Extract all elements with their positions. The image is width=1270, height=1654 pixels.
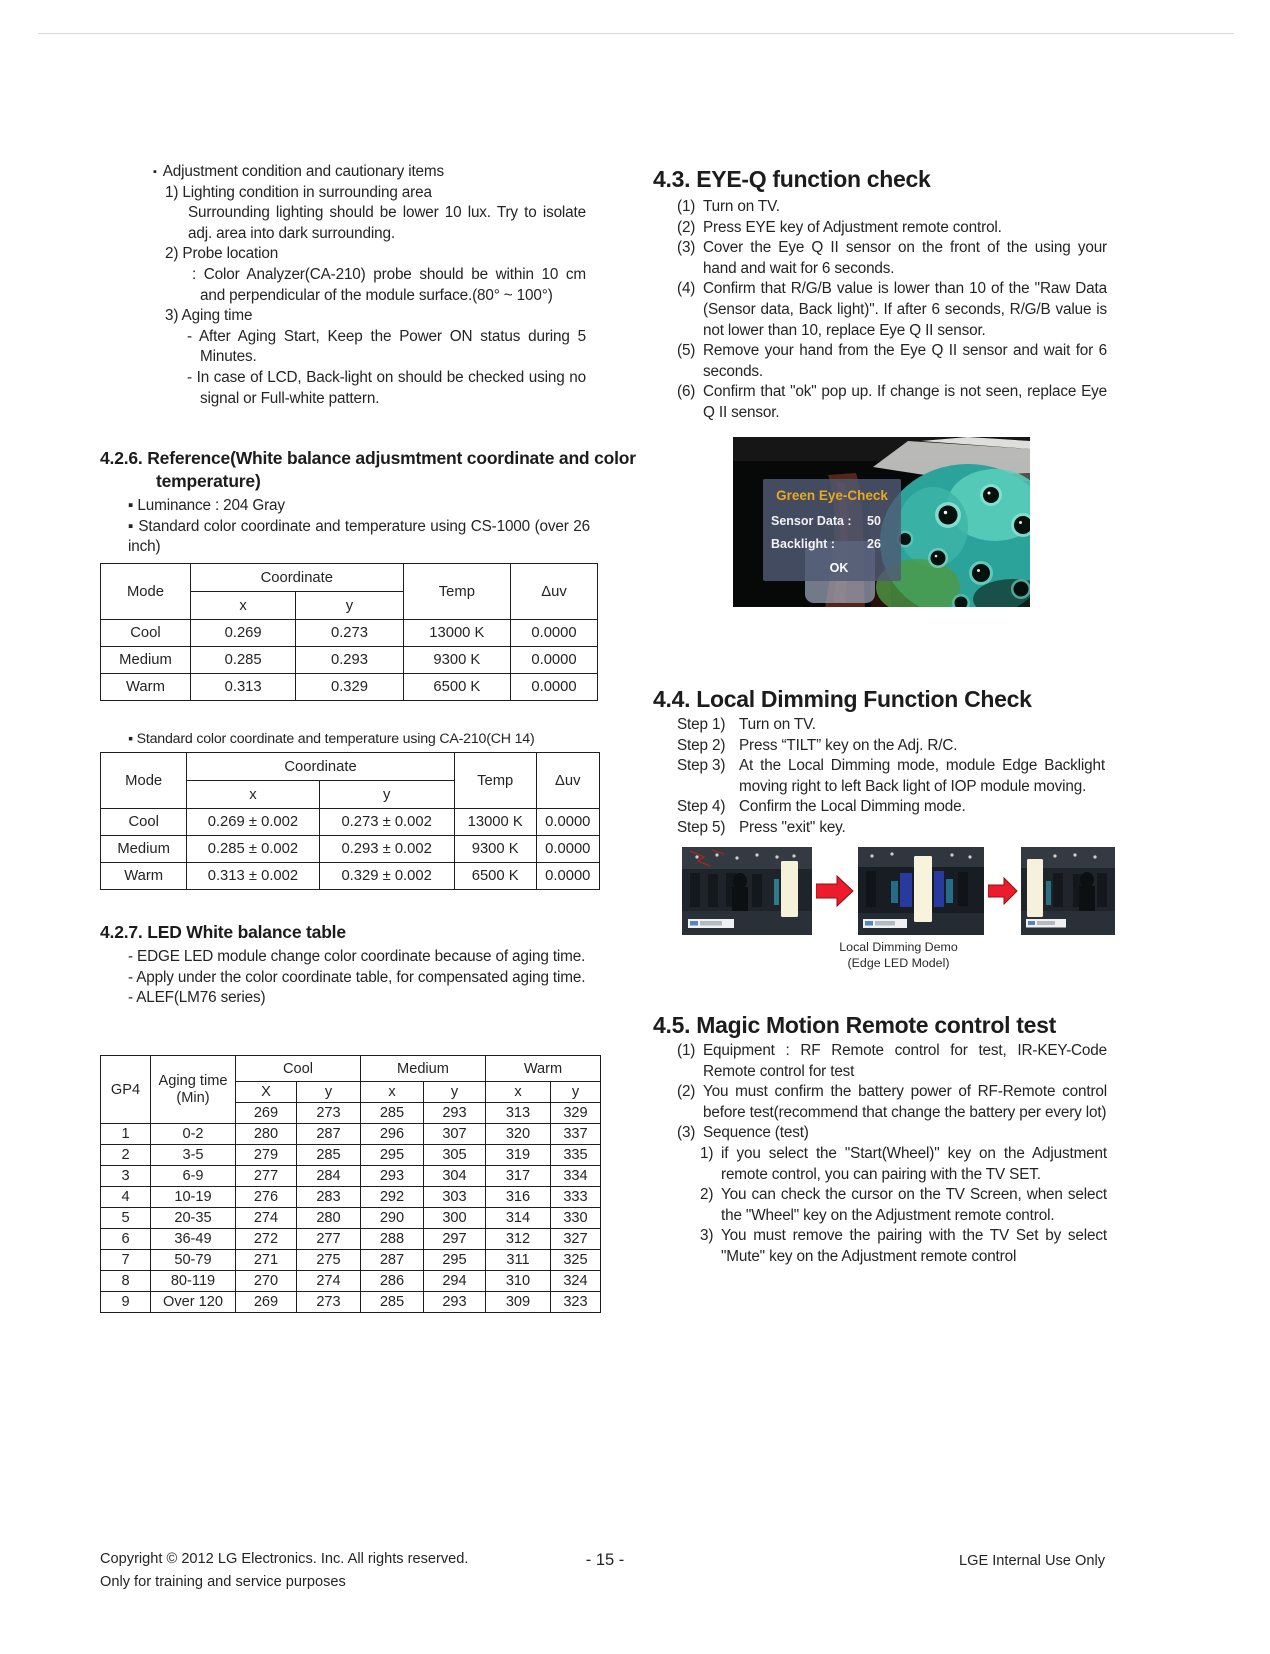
- led-white-balance-table: [100, 1055, 601, 1313]
- table-header-cell: GP4: [101, 1056, 151, 1124]
- step-marker: Step 5): [677, 818, 726, 836]
- step-text: Turn on TV.: [739, 716, 816, 733]
- osd-ok-label: OK: [829, 561, 849, 575]
- step-text: At the Local Dimming mode, module Edge Backlight moving right to left Back light of IOP module moving.: [739, 757, 1105, 795]
- item-marker: 1): [700, 1144, 714, 1162]
- table-header-cell: Aging time (Min): [151, 1056, 236, 1124]
- table-cell: 5: [101, 1208, 151, 1229]
- item-marker: (3): [677, 1124, 696, 1142]
- table-row: [101, 647, 598, 674]
- table-row: [101, 809, 600, 836]
- table-cell: 0.273: [296, 620, 403, 647]
- table-cell: 325: [551, 1250, 601, 1271]
- item-text: Equipment : RF Remote control for test, IR-KEY-Code Remote control for test: [703, 1042, 1107, 1080]
- table-cell: 0.329: [296, 674, 403, 701]
- list-item: [677, 1082, 1107, 1123]
- table-cell: 275: [297, 1250, 361, 1271]
- table-header-cell: Mode: [101, 564, 191, 620]
- caution-item-label: 3) Aging time: [165, 307, 253, 325]
- table-cell: 330: [551, 1208, 601, 1229]
- table-cell: 316: [486, 1187, 551, 1208]
- table-cell: 287: [297, 1124, 361, 1145]
- table-cell: 280: [297, 1208, 361, 1229]
- scan-top-line: [38, 33, 1234, 34]
- table-cell: 0.293: [296, 647, 403, 674]
- section-4-4-steps: [677, 715, 1105, 839]
- local-dimming-photo-1: [682, 847, 812, 935]
- item-text: Confirm that R/G/B value is lower than 10 of the "Raw Data (Sensor data, Back light)". If after 6 seconds, R/G/B value is not lower than 10, replace Eye Q II sensor.: [703, 280, 1107, 339]
- item-text: You can check the cursor on the TV Screen, when select the "Wheel" key on the Adjustment remote control.: [721, 1186, 1107, 1224]
- table-cell: Over 120: [151, 1292, 236, 1313]
- table-cell: 0.285 ± 0.002: [187, 836, 319, 863]
- square-bullet-icon: ▪: [153, 166, 157, 178]
- table-header-cell: x: [190, 592, 295, 620]
- item-marker: (1): [677, 198, 696, 215]
- caution-item-label: 1) Lighting condition in surrounding area: [165, 183, 432, 201]
- table-header-cell: x: [361, 1082, 424, 1103]
- table-cell: 0.0000: [536, 836, 599, 863]
- table-cell: 8: [101, 1271, 151, 1292]
- table-cell: 0.293 ± 0.002: [319, 836, 454, 863]
- step-marker: Step 1): [677, 716, 726, 733]
- step-item: [677, 756, 1105, 797]
- table-header-cell: Δuv: [511, 564, 598, 620]
- table-row: [101, 1166, 601, 1187]
- table-row: [101, 1124, 601, 1145]
- table-header-cell: x: [187, 781, 319, 809]
- table-cell: 303: [424, 1187, 486, 1208]
- table-row: [101, 1271, 601, 1292]
- square-bullet-icon: ▪: [128, 517, 134, 535]
- local-dimming-demo-strip: [682, 847, 1115, 935]
- table-cell: 0.0000: [511, 620, 598, 647]
- table-cell: 311: [486, 1250, 551, 1271]
- table-cell: 270: [236, 1271, 297, 1292]
- item-text: Press EYE key of Adjustment remote control.: [703, 218, 1002, 236]
- item-text: You must confirm the battery power of RF-Remote control before test(recommend that change the battery per every lot): [703, 1083, 1107, 1121]
- step-marker: Step 4): [677, 798, 726, 816]
- table-header-cell: x: [486, 1082, 551, 1103]
- table-cell: 277: [236, 1166, 297, 1187]
- table-cell: 6-9: [151, 1166, 236, 1187]
- table-header-cell: Δuv: [536, 753, 599, 809]
- table-header-cell: X: [236, 1082, 297, 1103]
- table-cell: 285: [361, 1103, 424, 1124]
- table-cell: 274: [236, 1208, 297, 1229]
- table-header-cell: Medium: [361, 1056, 486, 1082]
- table-cell: 274: [297, 1271, 361, 1292]
- table-cell: Cool: [101, 809, 187, 836]
- caution-title: ▪ Adjustment condition and cautionary items: [153, 163, 444, 180]
- table-cell: 0.0000: [536, 809, 599, 836]
- osd-sensor-label: Sensor Data :: [771, 514, 852, 528]
- sublist: [700, 1144, 1107, 1268]
- list-item: [677, 197, 1107, 218]
- table-header-cell: y: [319, 781, 454, 809]
- table-cell: 287: [361, 1250, 424, 1271]
- osd-sensor-value: 50: [867, 514, 881, 528]
- table-cell: 0.269: [190, 620, 295, 647]
- table-cell: 3-5: [151, 1145, 236, 1166]
- table-cell: 279: [236, 1145, 297, 1166]
- table-row: [101, 1208, 601, 1229]
- section-heading-4-4: 4.4. Local Dimming Function Check: [653, 686, 1032, 712]
- white-balance-table-ca210: [100, 752, 600, 890]
- step-marker: Step 2): [677, 736, 726, 754]
- blue-glow: [900, 873, 912, 907]
- table-cell: 0.0000: [511, 647, 598, 674]
- demo-caption-line1: Local Dimming Demo: [839, 940, 958, 954]
- table-row: [101, 564, 598, 592]
- table-header-cell: Temp: [403, 564, 510, 620]
- caution-item-body: - After Aging Start, Keep the Power ON status during 5 Minutes.: [187, 327, 586, 366]
- table-cell: 1: [101, 1124, 151, 1145]
- table-cell: 300: [424, 1208, 486, 1229]
- table-cell: 309: [486, 1292, 551, 1313]
- table-cell: 9: [101, 1292, 151, 1313]
- caution-item-body: - In case of LCD, Back-light on should be checked using no signal or Full-white pattern.: [187, 368, 586, 407]
- step-item: [677, 818, 1105, 839]
- table-row: [101, 753, 600, 781]
- list-item: [677, 218, 1107, 239]
- table-cell: 10-19: [151, 1187, 236, 1208]
- table-cell: 324: [551, 1271, 601, 1292]
- table-header-cell: Warm: [486, 1056, 601, 1082]
- table-cell: 13000 K: [403, 620, 510, 647]
- item-text: Sequence (test): [703, 1124, 809, 1142]
- table-cell: Cool: [101, 620, 191, 647]
- table-cell: 273: [297, 1292, 361, 1313]
- white-balance-table-cs1000: [100, 563, 598, 701]
- section-4-2-6-bullets: [128, 496, 590, 558]
- table-cell: 0.0000: [536, 863, 599, 890]
- square-bullet-icon: ▪: [128, 497, 134, 514]
- table-cell: 305: [424, 1145, 486, 1166]
- table-cell: 320: [486, 1124, 551, 1145]
- table-cell: 296: [361, 1124, 424, 1145]
- table-cell: 269: [236, 1292, 297, 1313]
- demo-caption-line2: (Edge LED Model): [847, 956, 950, 970]
- table-cell: 0.329 ± 0.002: [319, 863, 454, 890]
- table-cell: 327: [551, 1229, 601, 1250]
- table-cell: 0-2: [151, 1124, 236, 1145]
- item-marker: (5): [677, 342, 696, 360]
- red-arrow-right-icon: [816, 875, 854, 907]
- table-cell: 335: [551, 1145, 601, 1166]
- table-cell: 277: [297, 1229, 361, 1250]
- section-4-2-7-dashes: [128, 947, 586, 1009]
- table-cell: 80-119: [151, 1271, 236, 1292]
- osd-backlight-label: Backlight :: [771, 537, 835, 551]
- table-header-cell: y: [296, 592, 403, 620]
- backlight-bar: [781, 861, 798, 917]
- item-text: if you select the "Start(Wheel)" key on the Adjustment remote control, you can pairing with the TV SET.: [721, 1144, 1107, 1183]
- list-item: [677, 382, 1107, 423]
- footer-copyright-line1: Copyright © 2012 LG Electronics. Inc. All rights reserved.: [100, 1551, 469, 1567]
- table-row: [101, 1229, 601, 1250]
- table-cell: 3: [101, 1166, 151, 1187]
- item-text: You must remove the pairing with the TV Set by select "Mute" key on the Adjustment remote control: [721, 1227, 1107, 1265]
- backlight-bar: [914, 856, 932, 922]
- table-row: [101, 1187, 601, 1208]
- eye-check-photo-art: [733, 437, 1030, 607]
- table-cell: 337: [551, 1124, 601, 1145]
- list-item: [677, 238, 1107, 279]
- caution-item-body: : Color Analyzer(CA-210) probe should be within 10 cm and perpendicular of the module surface.(80° ~ 100°): [192, 265, 586, 304]
- item-text: Turn on TV.: [703, 198, 780, 215]
- table-cell: 284: [297, 1166, 361, 1187]
- table-cell: 293: [361, 1166, 424, 1187]
- table-cell: 293: [424, 1103, 486, 1124]
- table-cell: 7: [101, 1250, 151, 1271]
- table-header-cell: Coordinate: [190, 564, 403, 592]
- table-header-cell: y: [297, 1082, 361, 1103]
- table-cell: 0.313 ± 0.002: [187, 863, 319, 890]
- table-cell: 285: [297, 1145, 361, 1166]
- table-cell: 0.273 ± 0.002: [319, 809, 454, 836]
- table-cell: 295: [424, 1250, 486, 1271]
- table-cell: 269: [236, 1103, 297, 1124]
- table-cell: 310: [486, 1271, 551, 1292]
- item-marker: (2): [677, 218, 696, 236]
- table-row: [101, 1250, 601, 1271]
- table-header-cell: y: [424, 1082, 486, 1103]
- table-cell: 36-49: [151, 1229, 236, 1250]
- table-header-cell: Temp: [454, 753, 536, 809]
- table-cell: 319: [486, 1145, 551, 1166]
- table-cell: 285: [361, 1292, 424, 1313]
- item-text: Confirm that "ok" pop up. If change is not seen, replace Eye Q II sensor.: [703, 383, 1107, 421]
- item-marker: (3): [677, 239, 696, 257]
- item-marker: (4): [677, 280, 696, 298]
- table-cell: 313: [486, 1103, 551, 1124]
- table-row: [101, 863, 600, 890]
- footer-internal-use: LGE Internal Use Only: [958, 1553, 1105, 1569]
- section-heading-4-3: 4.3. EYE-Q function check: [653, 166, 931, 192]
- table-row: [101, 1292, 601, 1313]
- table-cell: Warm: [101, 674, 191, 701]
- table-cell: 312: [486, 1229, 551, 1250]
- square-bullet-icon: ▪: [128, 731, 133, 747]
- dash-item: - EDGE LED module change color coordinate because of aging time.: [128, 948, 586, 965]
- step-marker: Step 3): [677, 757, 726, 775]
- osd-title: Green Eye-Check: [776, 488, 888, 503]
- footer-page-number: - 15 -: [585, 1551, 625, 1569]
- table-cell: 333: [551, 1187, 601, 1208]
- table-row: [101, 620, 598, 647]
- table-cell: 329: [551, 1103, 601, 1124]
- sublist-item: [700, 1144, 1107, 1185]
- dash-item: - ALEF(LM76 series): [128, 989, 266, 1007]
- item-text: Cover the Eye Q II sensor on the front of the using your hand and wait for 6 seconds.: [703, 239, 1107, 277]
- bullet-cs1000: ▪ Standard color coordinate and temperature using CS-1000 (over 26 inch): [128, 517, 590, 556]
- table-cell: Medium: [101, 836, 187, 863]
- table-cell: 271: [236, 1250, 297, 1271]
- table-cell: 0.0000: [511, 674, 598, 701]
- step-text: Confirm the Local Dimming mode.: [739, 798, 966, 816]
- table-cell: 283: [297, 1187, 361, 1208]
- table-cell: 13000 K: [454, 809, 536, 836]
- section-4-5-items: [677, 1041, 1107, 1268]
- list-item: [677, 279, 1107, 341]
- caution-item-label: 2) Probe location: [165, 245, 279, 263]
- caution-item-body: Surrounding lighting should be lower 10 lux. Try to isolate adj. area into dark surrounding.: [188, 204, 586, 242]
- table-cell: 273: [297, 1103, 361, 1124]
- table-header-cell: Cool: [236, 1056, 361, 1082]
- list-item: [677, 341, 1107, 382]
- table-cell: 276: [236, 1187, 297, 1208]
- bullet-ca210: ▪ Standard color coordinate and temperature using CA-210(CH 14): [128, 731, 535, 747]
- table-cell: 307: [424, 1124, 486, 1145]
- list-item: [677, 1041, 1107, 1082]
- step-item: [677, 715, 1105, 736]
- table-cell: 323: [551, 1292, 601, 1313]
- table-cell: 295: [361, 1145, 424, 1166]
- table-cell: 286: [361, 1271, 424, 1292]
- table-cell: Medium: [101, 647, 191, 674]
- table-cell: 0.269 ± 0.002: [187, 809, 319, 836]
- table-cell: 2: [101, 1145, 151, 1166]
- sublist-item: [700, 1185, 1107, 1226]
- table-header-cell: Coordinate: [187, 753, 454, 781]
- section-heading-4-5: 4.5. Magic Motion Remote control test: [653, 1012, 1056, 1038]
- table-cell: 6500 K: [454, 863, 536, 890]
- demo-caption: [682, 939, 1115, 971]
- table-cell: 294: [424, 1271, 486, 1292]
- item-marker: (6): [677, 383, 696, 401]
- table-cell: 317: [486, 1166, 551, 1187]
- table-cell: 293: [424, 1292, 486, 1313]
- table-cell: 304: [424, 1166, 486, 1187]
- table-cell: 334: [551, 1166, 601, 1187]
- table-row: [101, 1145, 601, 1166]
- table-row: [101, 674, 598, 701]
- table-cell: 0.285: [190, 647, 295, 674]
- table-row: [101, 836, 600, 863]
- table-cell: 272: [236, 1229, 297, 1250]
- step-item: [677, 736, 1105, 757]
- table-cell: 6500 K: [403, 674, 510, 701]
- table-header-cell: Mode: [101, 753, 187, 809]
- red-arrow-right-icon: [988, 877, 1018, 905]
- section-heading-4-2-6: 4.2.6. Reference(White balance adjusmtment coordinate and color temperature): [100, 448, 636, 491]
- section-4-3-items: [677, 197, 1107, 424]
- table-cell: 9300 K: [403, 647, 510, 674]
- section-heading-4-2-7: 4.2.7. LED White balance table: [100, 922, 346, 942]
- eye-check-photo: [733, 437, 1030, 607]
- table-header-cell: y: [551, 1082, 601, 1103]
- item-marker: (1): [677, 1042, 696, 1059]
- table-row: [101, 1056, 601, 1082]
- backlight-bar: [1027, 859, 1043, 917]
- table-cell: 292: [361, 1187, 424, 1208]
- dash-item: - Apply under the color coordinate table, for compensated aging time.: [128, 968, 586, 986]
- table-cell: 290: [361, 1208, 424, 1229]
- item-marker: 2): [700, 1186, 714, 1204]
- table-cell: 4: [101, 1187, 151, 1208]
- table-cell: 0.313: [190, 674, 295, 701]
- step-item: [677, 797, 1105, 818]
- item-marker: (2): [677, 1083, 696, 1101]
- sublist-item: [700, 1226, 1107, 1267]
- blue-glow: [934, 871, 944, 907]
- table-cell: 314: [486, 1208, 551, 1229]
- step-text: Press “TILT” key on the Adj. R/C.: [739, 736, 958, 754]
- bullet-luminance: ▪ Luminance : 204 Gray: [128, 497, 285, 514]
- caution-block: [153, 162, 586, 409]
- table-cell: 288: [361, 1229, 424, 1250]
- table-cell: 9300 K: [454, 836, 536, 863]
- table-cell: Warm: [101, 863, 187, 890]
- table-cell: 297: [424, 1229, 486, 1250]
- table-cell: 280: [236, 1124, 297, 1145]
- item-marker: 3): [700, 1227, 714, 1245]
- osd-backlight-value: 26: [867, 537, 881, 551]
- item-text: Remove your hand from the Eye Q II sensor and wait for 6 seconds.: [703, 342, 1107, 380]
- local-dimming-photo-3: [1021, 847, 1115, 935]
- table-cell: 6: [101, 1229, 151, 1250]
- table-cell: 50-79: [151, 1250, 236, 1271]
- step-text: Press "exit" key.: [739, 818, 846, 836]
- footer-copyright-line2: Only for training and service purposes: [100, 1574, 346, 1590]
- local-dimming-photo-2: [858, 847, 984, 935]
- list-item: [677, 1123, 1107, 1144]
- table-cell: 20-35: [151, 1208, 236, 1229]
